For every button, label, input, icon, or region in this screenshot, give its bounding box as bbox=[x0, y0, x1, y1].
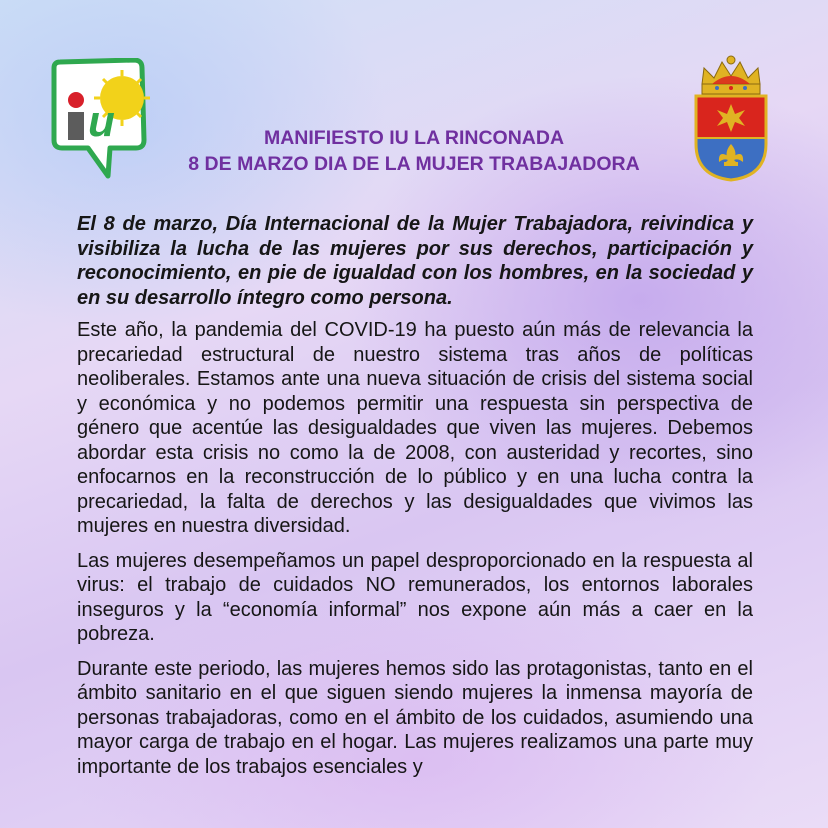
coat-of-arms-icon bbox=[690, 54, 772, 182]
title-line-1: MANIFIESTO IU LA RINCONADA bbox=[263, 127, 565, 149]
body-paragraph-2: Las mujeres desempeñamos un papel desproporcionado en la respuesta al virus: el trabajo de cuidados NO remunerados, los entornos laborales inseguros y la “economía informal” nos expone aún más a caer en la pobreza. bbox=[77, 549, 753, 645]
body-paragraph-3: Durante este periodo, las mujeres hemos sido las protagonistas, tanto en el ámbito sanitario en el que siguen siendo mujeres la inmensa mayoría de personas trabajadoras, como en el ámbito de los cuidados, asumiendo una mayor carga de trabajo en el hogar. Las mujeres realizamos una parte muy importante de los trabajos esenciales y bbox=[77, 657, 753, 778]
manifesto-title bbox=[140, 125, 688, 177]
iu-logo-letter: u bbox=[88, 97, 115, 146]
manifesto-body bbox=[77, 212, 753, 789]
intro-paragraph: El 8 de marzo, Día Internacional de la Mujer Trabajadora, reivindica y visibiliza la lucha de las mujeres por sus derechos, participación y reconocimiento, en pie de igualdad con los hombres, en la sociedad y en su desarrollo íntegro como persona. bbox=[77, 213, 753, 309]
body-paragraph-1: Este año, la pandemia del COVID-19 ha puesto aún más de relevancia la precariedad estructural de nuestro sistema tras años de políticas neoliberales. Estamos ante una nueva situación de crisis del sistema social y económica y no podemos permitir una respuesta sin perspectiva de género que acentúe las desigualdades que viven las mujeres. Debemos abordar esta crisis no como la de 2008, con austeridad y recortes, sino enfocarnos en la reconstrucción de lo público y en una lucha contra la precariedad, la falta de derechos y las desigualdades que vivimos las mujeres en nuestra diversidad. bbox=[77, 319, 753, 537]
title-line-2: 8 DE MARZO DIA DE LA MUJER TRABAJADORA bbox=[188, 153, 640, 175]
